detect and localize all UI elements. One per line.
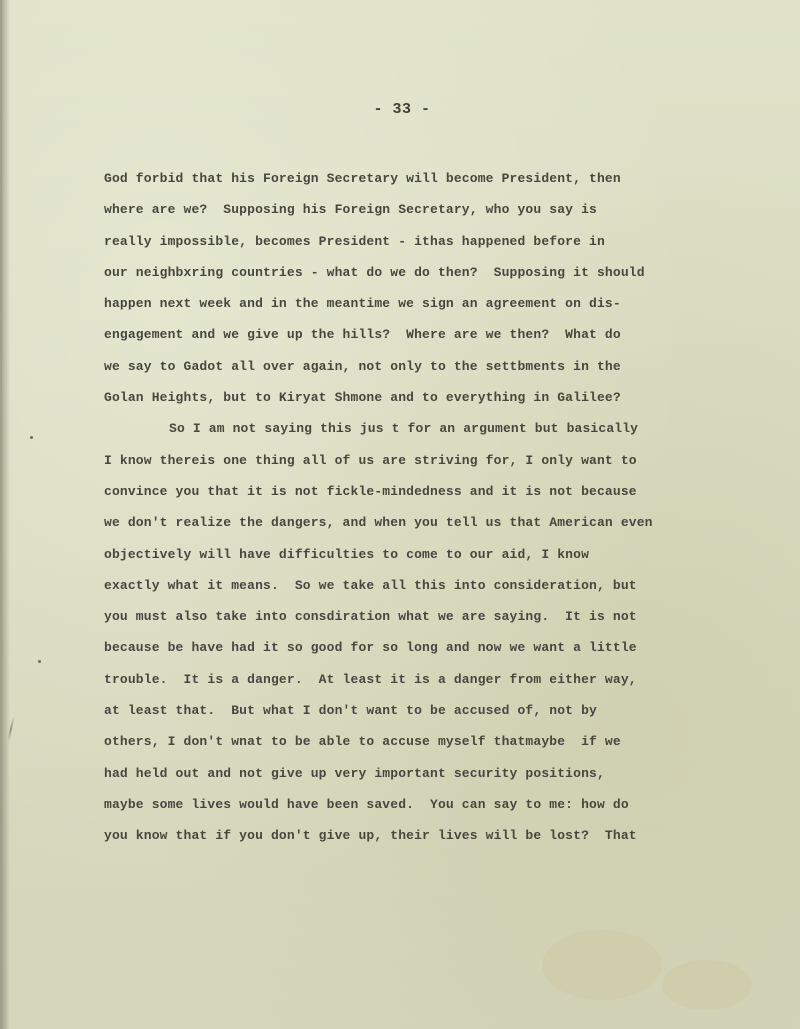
page-edge-shadow <box>2 0 10 1029</box>
text-line: at least that. But what I don't want to be accused of, not by <box>104 703 597 719</box>
text-line: exactly what it means. So we take all this into consideration, but <box>104 577 637 593</box>
text-line: objectively will have difficulties to come to our aid, I know <box>104 546 590 562</box>
text-line: convince you that it is not fickle-mindedness and it is not because <box>104 483 637 499</box>
text-line: others, I don't wnat to be able to accuse myself thatmaybe if we <box>104 734 621 750</box>
text-line: maybe some lives would have been saved. You can say to me: how do <box>104 796 629 812</box>
text-line: really impossible, becomes President - ithas happened before in <box>104 233 605 249</box>
text-line: you must also take into consdiration what we are saying. It is not <box>104 609 637 625</box>
text-line: happen next week and in the meantime we sign an agreement on dis- <box>104 296 621 312</box>
paper-stain <box>662 960 752 1010</box>
paper-stain <box>542 930 662 1000</box>
text-line: our neighbxring countries - what do we do then? Supposing it should <box>104 264 645 280</box>
text-line: So I am not saying this jus t for an argument but basically <box>169 421 639 437</box>
text-line: where are we? Supposing his Foreign Secretary, who you say is <box>104 202 597 218</box>
text-line: I know thereis one thing all of us are striving for, I only want to <box>104 452 637 468</box>
margin-dot <box>30 436 33 439</box>
text-line: had held out and not give up very important security positions, <box>104 765 605 781</box>
margin-dot <box>38 660 41 663</box>
text-line: you know that if you don't give up, their lives will be lost? That <box>104 828 637 844</box>
text-line: we say to Gadot all over again, not only to the settbments in the <box>104 358 621 374</box>
text-line: because be have had it so good for so long and now we want a little <box>104 640 637 656</box>
text-line: we don't realize the dangers, and when you tell us that American even <box>104 515 653 531</box>
text-line: engagement and we give up the hills? Where are we then? What do <box>104 327 621 343</box>
text-line: Golan Heights, but to Kiryat Shmone and to everything in Galilee? <box>104 390 621 406</box>
page-number: - 33 - <box>373 101 431 118</box>
body-text <box>104 163 764 852</box>
text-line: God forbid that his Foreign Secretary will become President, then <box>104 171 621 186</box>
text-line: trouble. It is a danger. At least it is a danger from either way, <box>104 671 637 687</box>
